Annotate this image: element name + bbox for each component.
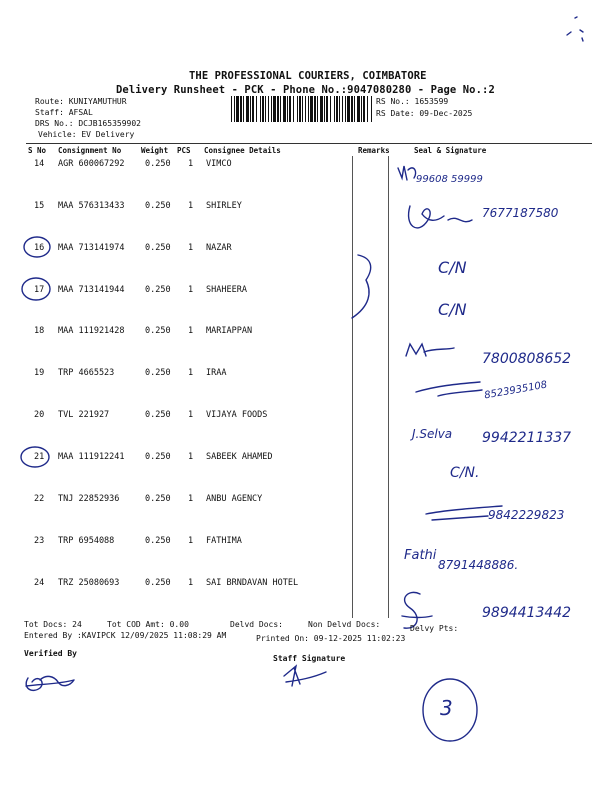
company-name: THE PROFESSIONAL COURIERS, COIMBATORE (189, 70, 427, 82)
table-row: 16 MAA 713141974 0.250 1 NAZAR (34, 243, 232, 253)
table-row: 21 MAA 111912241 0.250 1 SABEEK AHAMED (34, 452, 273, 462)
table-row: 20 TVL 221927 0.250 1 VIJAYA FOODS (34, 410, 268, 420)
col-consignee: Consignee Details (204, 146, 281, 155)
hw-row23-phone: 8791448886. (438, 558, 519, 572)
hw-row22: 9842229823 (488, 508, 565, 522)
drs-label: DRS No.: DCJB165359902 (35, 119, 141, 128)
tot-cod: Tot COD Amt: 0.00 (107, 620, 189, 629)
rs-no: RS No.: 1653599 (376, 97, 449, 106)
route-label: Route: KUNIYAMUTHUR (35, 97, 127, 106)
non-delvd-docs: Non Delvd Docs: (308, 620, 381, 629)
hw-row20-phone: 9942211337 (482, 430, 572, 446)
col-sno: S No (28, 146, 47, 155)
vehicle-label: Vehicle: EV Delivery (38, 130, 135, 139)
hw-row21: C/N. (450, 465, 480, 481)
hw-row20-name: J.Selva (412, 427, 453, 441)
hw-row24: 9894413442 (482, 605, 572, 621)
col-signature: Seal & Signature (414, 146, 487, 155)
col-weight: Weight (141, 146, 169, 155)
hw-row19: 8523935108 (483, 379, 549, 402)
table-row: 14 AGR 600067292 0.250 1 VIMCO (34, 159, 232, 169)
staff-label: Staff: AFSAL (35, 108, 93, 117)
hw-circle-number: 3 (440, 696, 453, 720)
hw-row16: C/N (438, 258, 467, 277)
table-row: 24 TRZ 25080693 0.250 1 SAI BRNDAVAN HOTEL (34, 578, 299, 588)
printed-on: Printed On: 09-12-2025 11:02:23 (256, 634, 406, 643)
hw-row18: 7800808652 (482, 351, 572, 367)
table-row: 18 MAA 111921428 0.250 1 MARIAPPAN (34, 326, 253, 336)
table-row: 23 TRP 6954088 0.250 1 FATHIMA (34, 536, 242, 546)
entered-by: Entered By :KAVIPCK 12/09/2025 11:08:29 AM (24, 631, 227, 640)
col-pcs: PCS (177, 146, 191, 155)
delvd-docs: Delvd Docs: (230, 620, 283, 629)
hw-row14: 99608 59999 (416, 174, 483, 185)
table-row: 19 TRP 4665523 0.250 1 IRAA (34, 368, 227, 378)
rs-date: RS Date: 09-Dec-2025 (376, 109, 473, 118)
hw-row17: C/N (438, 300, 467, 319)
col-remarks: Remarks (358, 146, 390, 155)
table-row: 15 MAA 576313433 0.250 1 SHIRLEY (34, 201, 242, 211)
hw-row23-name: Fathi (404, 548, 437, 563)
table-row: 17 MAA 713141944 0.250 1 SHAHEERA (34, 285, 247, 295)
hw-row15: 7677187580 (482, 206, 559, 220)
tot-docs: Tot Docs: 24 (24, 620, 82, 629)
table-row: 22 TNJ 22852936 0.250 1 ANBU AGENCY (34, 494, 263, 504)
verified-by: Verified By (24, 649, 77, 658)
col-consignment: Consignment No (58, 146, 122, 155)
delvy-pts: Delvy Pts: (410, 624, 459, 633)
staff-signature: Staff Signature (273, 654, 346, 663)
runsheet-title: Delivery Runsheet - PCK - Phone No.:9047080280 - Page No.:2 (116, 84, 495, 96)
